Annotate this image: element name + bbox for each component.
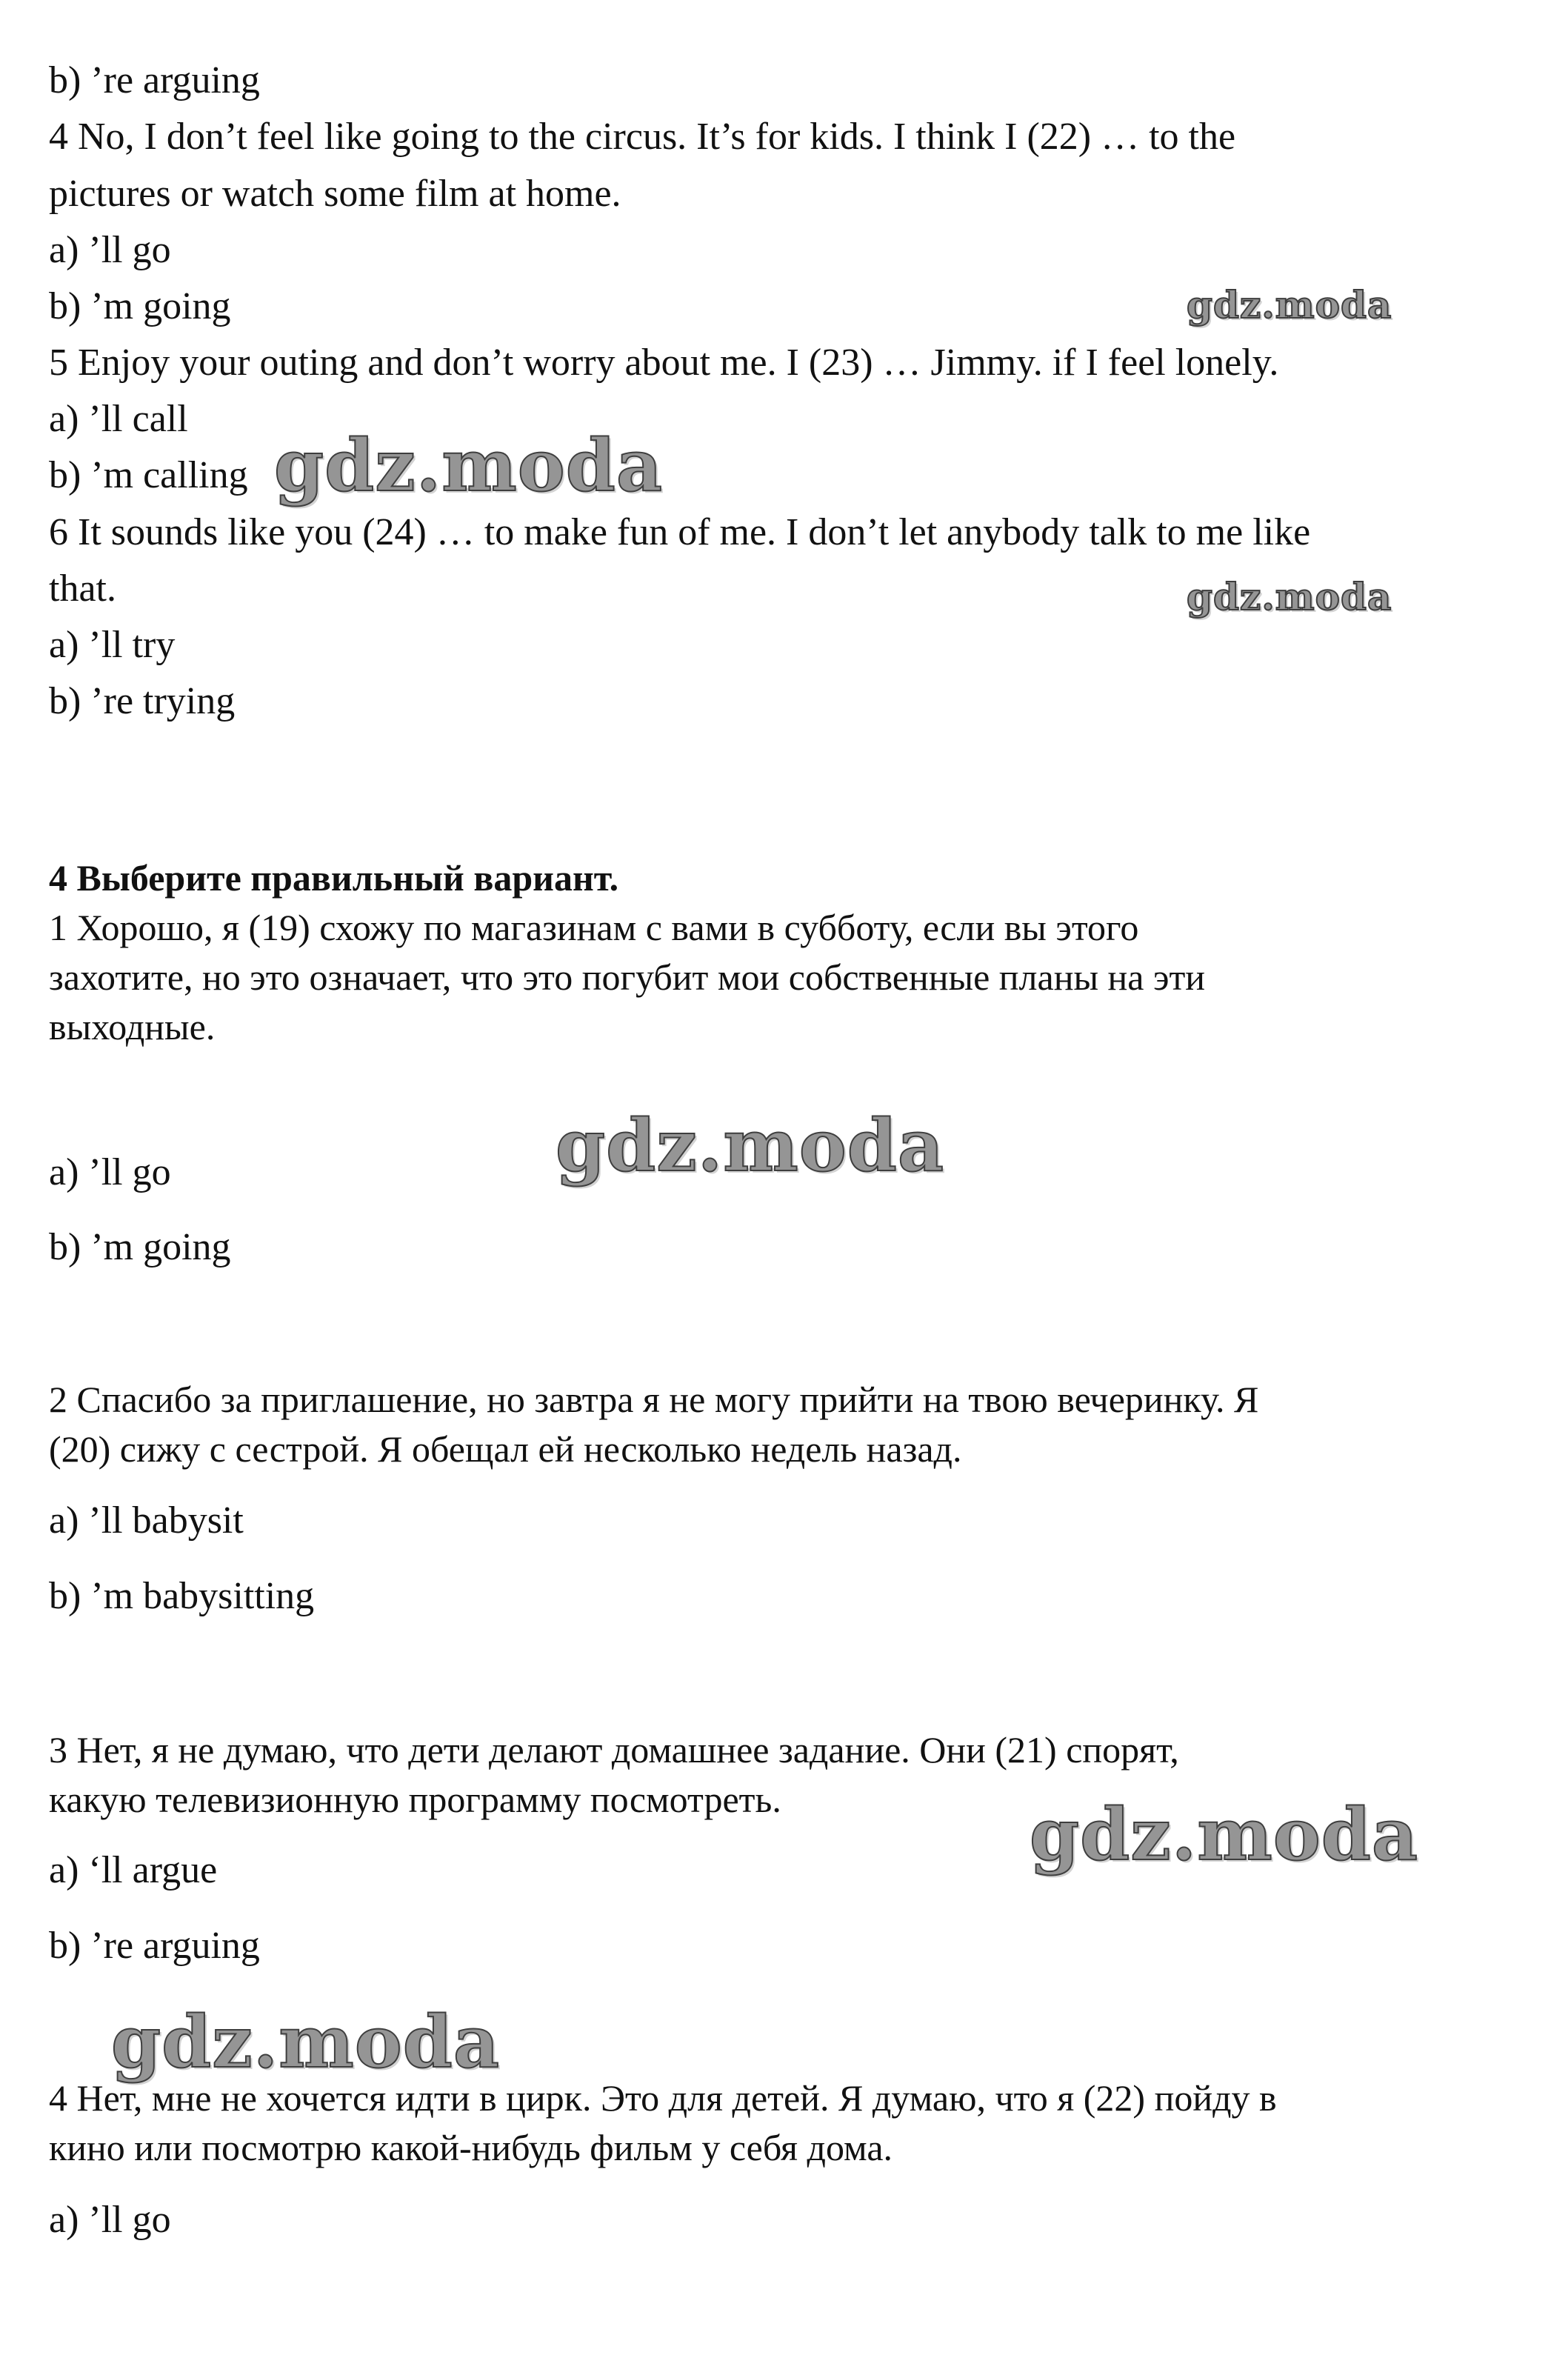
text-line: какую телевизионную программу посмотреть. — [49, 1779, 781, 1820]
answer-option: a) ‘ll argue — [49, 1849, 218, 1891]
text-line: a) ’ll call — [49, 398, 188, 440]
text-line: b) ’m calling — [49, 454, 248, 496]
text-line: 1 Хорошо, я (19) схожу по магазинам с вами в субботу, если вы этого — [49, 907, 1139, 948]
text-line: (20) сижу с сестрой. Я обещал ей несколько недель назад. — [49, 1428, 962, 1470]
answer-option: a) ’ll babysit — [49, 1499, 244, 1542]
text-line: b) ’m going — [49, 285, 231, 327]
text-line: a) ’ll try — [49, 624, 176, 666]
text-line: b) ’re arguing — [49, 59, 260, 101]
text-line: 5 Enjoy your outing and don’t worry about me. I (23) … Jimmy. if I feel lonely. — [49, 342, 1279, 384]
watermark: gdz.moda — [556, 1104, 945, 1188]
watermark: gdz.moda — [1030, 1793, 1419, 1876]
answer-option: b) ’m going — [49, 1226, 231, 1268]
watermark: gdz.moda — [111, 2000, 501, 2084]
text-line: захотите, но это означает, что это погубит мои собственные планы на эти — [49, 956, 1206, 998]
answer-option: b) ’re arguing — [49, 1925, 260, 1967]
answer-option: b) ’m babysitting — [49, 1575, 315, 1617]
section-heading: 4 Выберите правильный вариант. — [49, 857, 619, 899]
text-line: 3 Нет, я не думаю, что дети делают домашнее задание. Они (21) спорят, — [49, 1729, 1179, 1771]
text-line: 2 Спасибо за приглашение, но завтра я не могу прийти на твою вечеринку. Я — [49, 1379, 1259, 1420]
text-line: 6 It sounds like you (24) … to make fun of me. I don’t let anybody talk to me like — [49, 511, 1311, 553]
answer-option: a) ’ll go — [49, 1151, 171, 1193]
watermark: gdz.moda — [1187, 575, 1392, 619]
watermark: gdz.moda — [1187, 283, 1392, 327]
text-line: pictures or watch some film at home. — [49, 173, 621, 215]
text-line: 4 No, I don’t feel like going to the circus. It’s for kids. I think I (22) … to the — [49, 116, 1236, 158]
text-line: 4 Нет, мне не хочется идти в цирк. Это для детей. Я думаю, что я (22) пойду в — [49, 2077, 1277, 2119]
text-line: a) ’ll go — [49, 229, 171, 271]
text-line: that. — [49, 567, 116, 610]
text-line: кино или посмотрю какой-нибудь фильм у себя дома. — [49, 2127, 893, 2168]
text-line: b) ’re trying — [49, 680, 236, 722]
text-line: выходные. — [49, 1006, 216, 1047]
answer-option: a) ’ll go — [49, 2199, 171, 2241]
watermark: gdz.moda — [274, 424, 664, 507]
